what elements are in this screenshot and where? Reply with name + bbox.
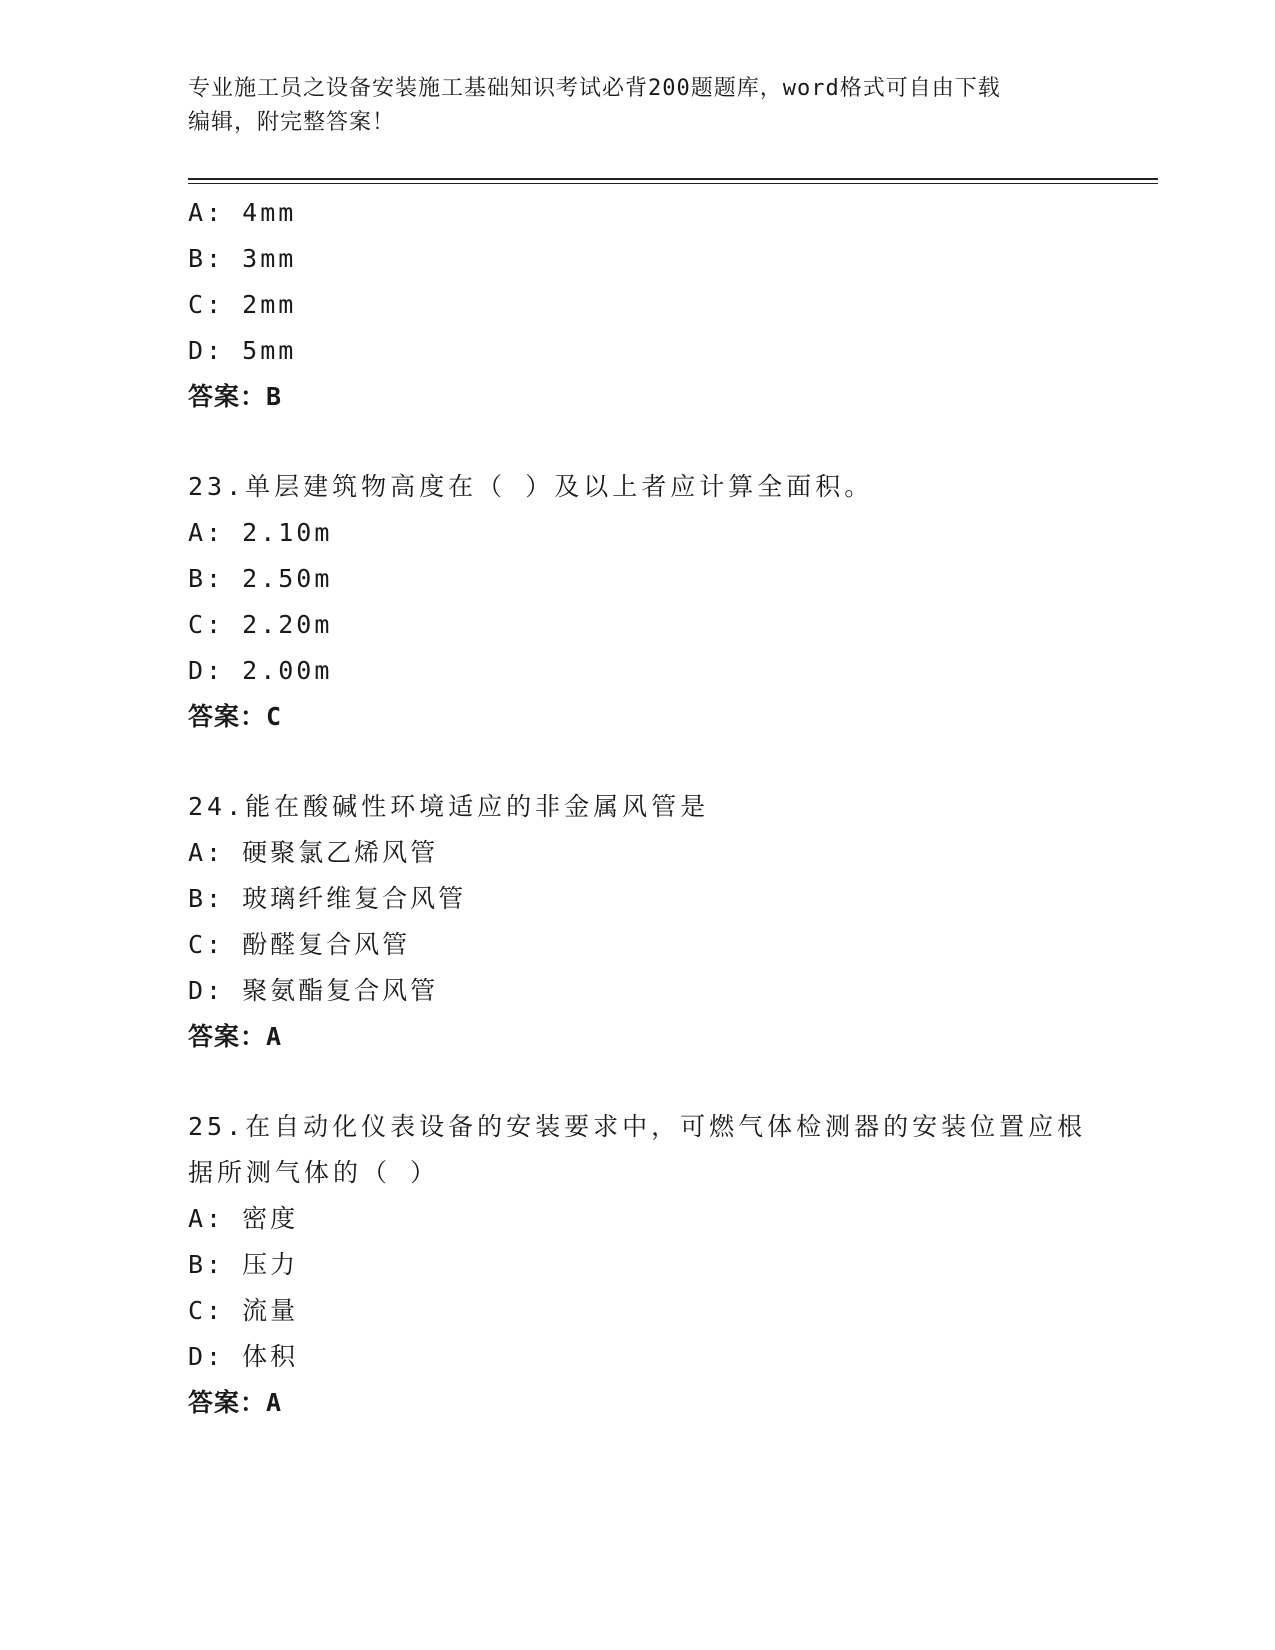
option-a: A: 2.10m: [188, 518, 333, 547]
option-d: D: 体积: [188, 1342, 299, 1371]
option-a: A: 硬聚氯乙烯风管: [188, 838, 439, 867]
option-a: A: 密度: [188, 1204, 299, 1233]
answer: 答案：A: [188, 1388, 283, 1417]
option-b: B: 玻璃纤维复合风管: [188, 884, 467, 913]
document-title-line-1: 专业施工员之设备安装施工基础知识考试必背200题题库，word格式可自由下载: [188, 76, 1001, 101]
question-24: [188, 784, 1088, 1060]
header-divider-bottom: [188, 183, 1158, 184]
question-stem: 23.单层建筑物高度在（ ）及以上者应计算全面积。: [188, 472, 874, 501]
question-25: [188, 1104, 1088, 1426]
option-d: D: 2.00m: [188, 656, 333, 685]
document-title-line-2: 编辑，附完整答案！: [188, 110, 396, 135]
answer: 答案：A: [188, 1022, 283, 1051]
answer: 答案：B: [188, 382, 283, 411]
header-divider-top: [188, 178, 1158, 180]
question-stem-line-2: 据所测气体的（ ）: [188, 1158, 440, 1187]
option-c: C: 2mm: [188, 290, 297, 319]
option-c: C: 流量: [188, 1296, 299, 1325]
page-header: [188, 72, 1088, 140]
question-stem-line-1: 25.在自动化仪表设备的安装要求中，可燃气体检测器的安装位置应根: [188, 1112, 1087, 1141]
option-d: D: 聚氨酯复合风管: [188, 976, 439, 1005]
option-c: C: 2.20m: [188, 610, 333, 639]
option-b: B: 压力: [188, 1250, 299, 1279]
option-d: D: 5mm: [188, 336, 297, 365]
question-22-continuation: [188, 190, 1088, 420]
option-a: A: 4mm: [188, 198, 297, 227]
answer: 答案：C: [188, 702, 283, 731]
option-c: C: 酚醛复合风管: [188, 930, 411, 959]
question-23: [188, 464, 1088, 740]
option-b: B: 2.50m: [188, 564, 333, 593]
question-list: [188, 190, 1088, 1426]
question-stem: 24.能在酸碱性环境适应的非金属风管是: [188, 792, 710, 821]
option-b: B: 3mm: [188, 244, 297, 273]
